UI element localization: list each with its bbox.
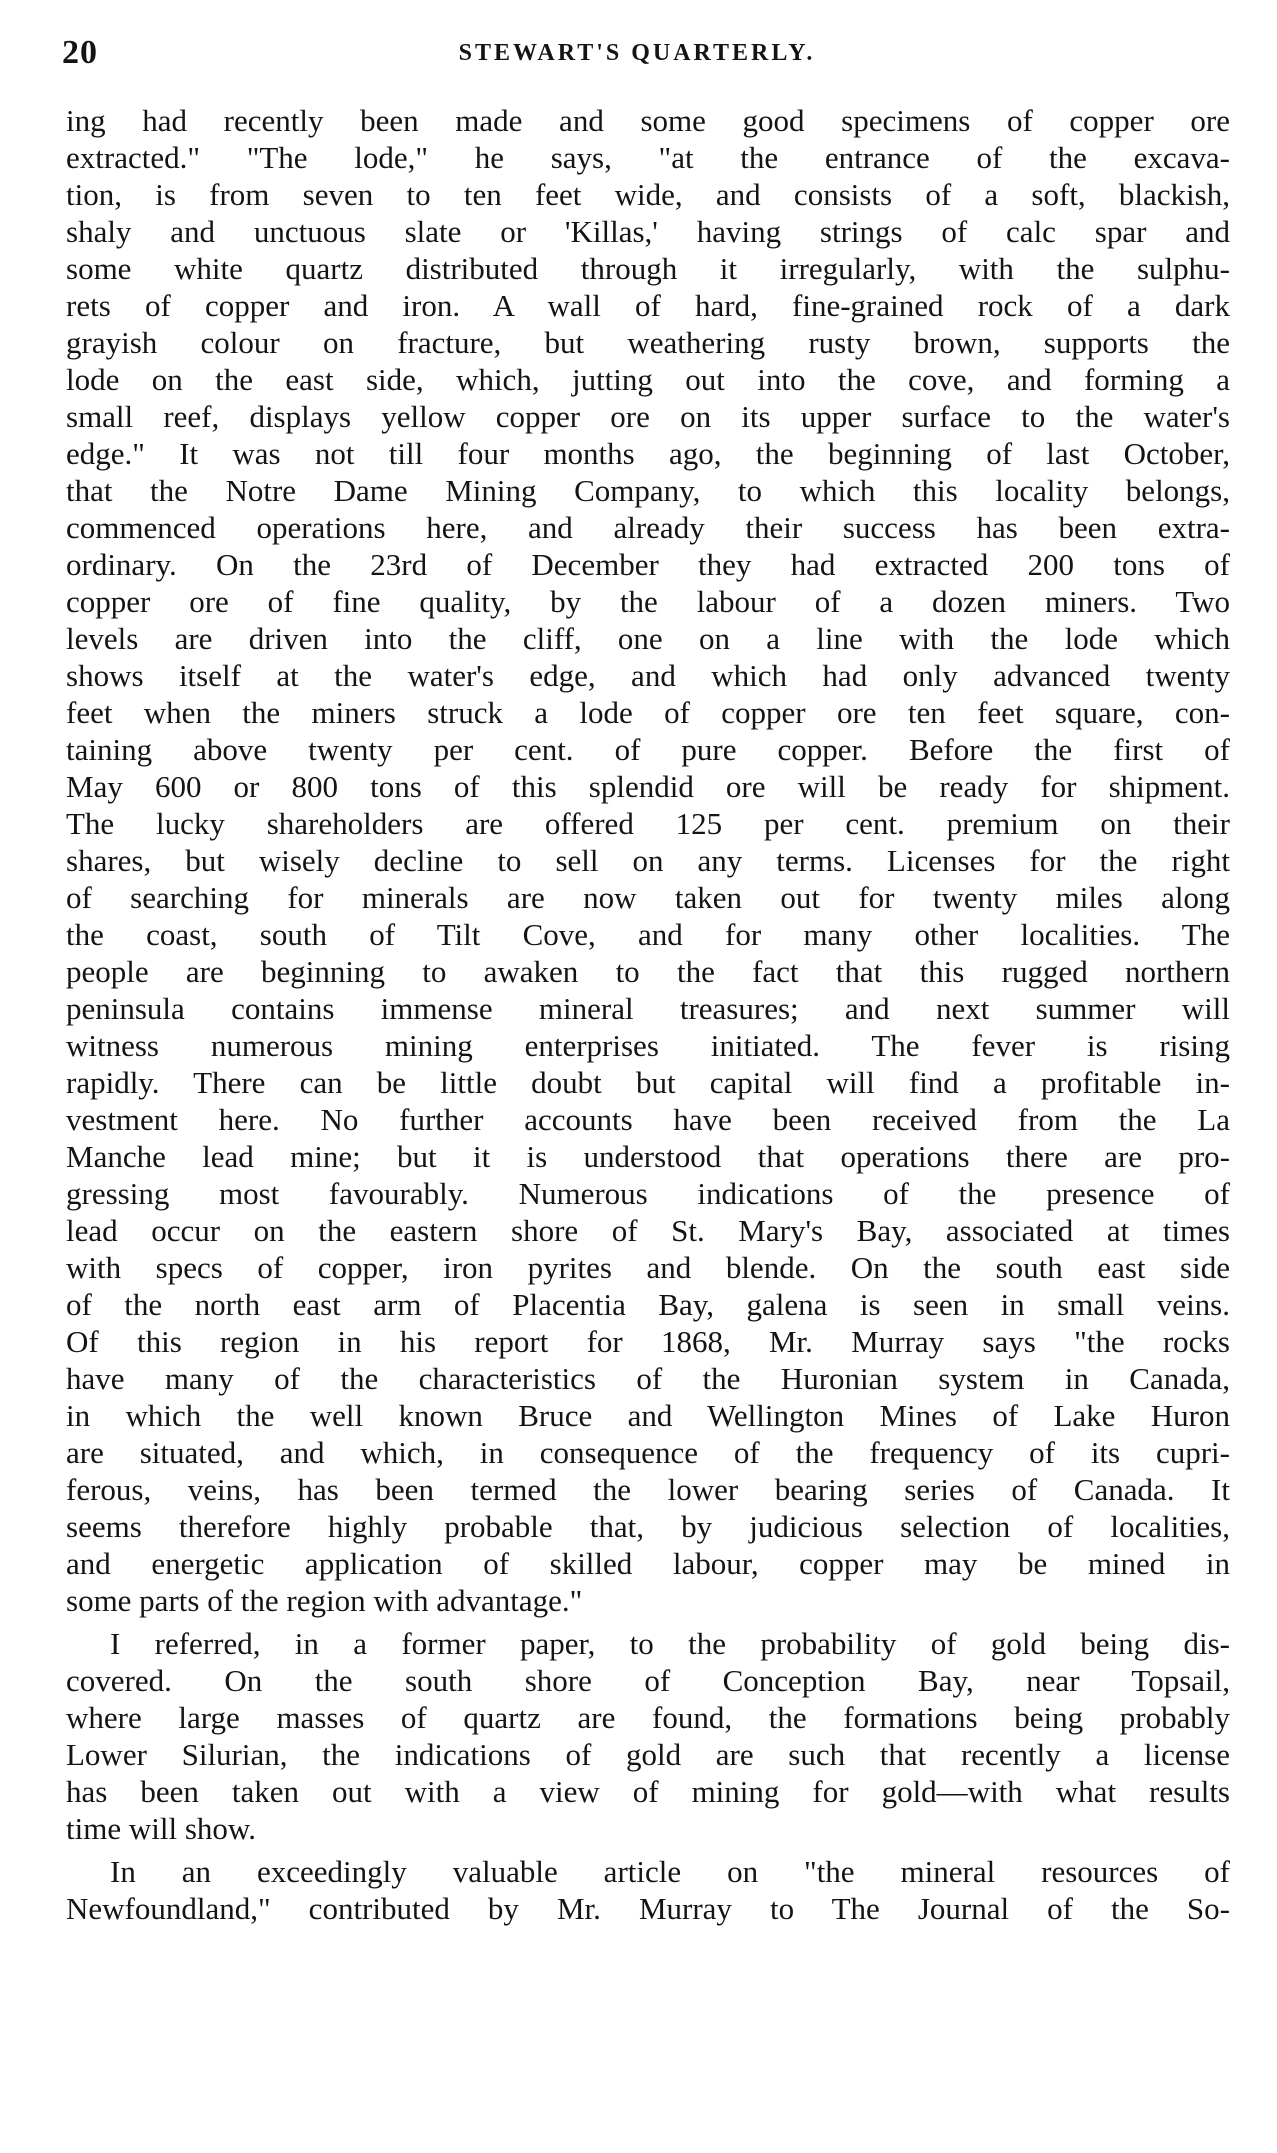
text-line: shows itself at the water's edge, and which had only advanced twenty [66,658,1230,693]
text-line: gressing most favourably. Numerous indications of the presence of [66,1176,1230,1211]
text-line: rets of copper and iron. A wall of hard, fine-grained rock of a dark [66,288,1230,323]
text-line: small reef, displays yellow copper ore on its upper surface to the water's [66,399,1230,434]
text-line: in which the well known Bruce and Wellington Mines of Lake Huron [66,1398,1230,1433]
text-line: Lower Silurian, the indications of gold are such that recently a license [66,1737,1230,1772]
text-line: some parts of the region with advantage." [66,1583,583,1618]
text-line: lead occur on the eastern shore of St. Mary's Bay, associated at times [66,1213,1230,1248]
text-line: I referred, in a former paper, to the probability of gold being dis- [110,1626,1230,1661]
text-line: and energetic application of skilled labour, copper may be mined in [66,1546,1230,1581]
paragraph-continuation [66,102,1230,1619]
text-line: witness numerous mining enterprises initiated. The fever is rising [66,1028,1230,1063]
text-line: people are beginning to awaken to the fact that this rugged northern [66,954,1230,989]
text-line: shaly and unctuous slate or 'Killas,' having strings of calc spar and [66,214,1230,249]
text-line: some white quartz distributed through it irregularly, with the sulphu- [66,251,1230,286]
text-line: ordinary. On the 23rd of December they had extracted 200 tons of [66,547,1230,582]
text-line: May 600 or 800 tons of this splendid ore will be ready for shipment. [66,769,1230,804]
text-line: The lucky shareholders are offered 125 per cent. premium on their [66,806,1230,841]
text-line: lode on the east side, which, jutting out into the cove, and forming a [66,362,1230,397]
text-line: where large masses of quartz are found, the formations being probably [66,1700,1230,1735]
text-line: tion, is from seven to ten feet wide, and consists of a soft, blackish, [66,177,1230,212]
paragraph-murray-article [66,1853,1230,1927]
text-line: rapidly. There can be little doubt but capital will find a profitable in- [66,1065,1230,1100]
text-line: edge." It was not till four months ago, the beginning of last October, [66,436,1230,471]
running-head [62,34,1212,78]
text-line: Newfoundland," contributed by Mr. Murray to The Journal of the So- [66,1891,1230,1926]
text-line: has been taken out with a view of mining for gold—with what results [66,1774,1230,1809]
text-line: with specs of copper, iron pyrites and blende. On the south east side [66,1250,1230,1285]
text-line: In an exceedingly valuable article on "the mineral resources of [110,1854,1230,1889]
text-line: feet when the miners struck a lode of copper ore ten feet square, con- [66,695,1230,730]
text-line: ferous, veins, has been termed the lower bearing series of Canada. It [66,1472,1230,1507]
text-line: of the north east arm of Placentia Bay, galena is seen in small veins. [66,1287,1230,1322]
text-line: vestment here. No further accounts have been received from the La [66,1102,1230,1137]
text-line: ing had recently been made and some good specimens of copper ore [66,103,1230,138]
text-line: the coast, south of Tilt Cove, and for many other localities. The [66,917,1230,952]
text-line: covered. On the south shore of Conception Bay, near Topsail, [66,1663,1230,1698]
text-line: extracted." "The lode," he says, "at the entrance of the excava- [66,140,1230,175]
text-line: taining above twenty per cent. of pure copper. Before the first of [66,732,1230,767]
text-line: time will show. [66,1811,257,1846]
text-line: seems therefore highly probable that, by judicious selection of localities, [66,1509,1230,1544]
text-line: Of this region in his report for 1868, Mr. Murray says "the rocks [66,1324,1230,1359]
text-line: of searching for minerals are now taken out for twenty miles along [66,880,1230,915]
running-title: STEWART'S QUARTERLY. [458,40,816,66]
text-line: levels are driven into the cliff, one on a line with the lode which [66,621,1230,656]
text-line: are situated, and which, in consequence of the frequency of its cupri- [66,1435,1230,1470]
text-line: commenced operations here, and already their success has been extra- [66,510,1230,545]
text-line: copper ore of fine quality, by the labour of a dozen miners. Two [66,584,1230,619]
body-text [66,102,1230,1927]
text-line: shares, but wisely decline to sell on any terms. Licenses for the right [66,843,1230,878]
page-number: 20 [62,34,98,71]
paragraph-gold [66,1625,1230,1847]
text-line: grayish colour on fracture, but weathering rusty brown, supports the [66,325,1230,360]
text-line: have many of the characteristics of the Huronian system in Canada, [66,1361,1230,1396]
text-line: that the Notre Dame Mining Company, to which this locality belongs, [66,473,1230,508]
text-line: peninsula contains immense mineral treasures; and next summer will [66,991,1230,1026]
text-line: Manche lead mine; but it is understood that operations there are pro- [66,1139,1230,1174]
